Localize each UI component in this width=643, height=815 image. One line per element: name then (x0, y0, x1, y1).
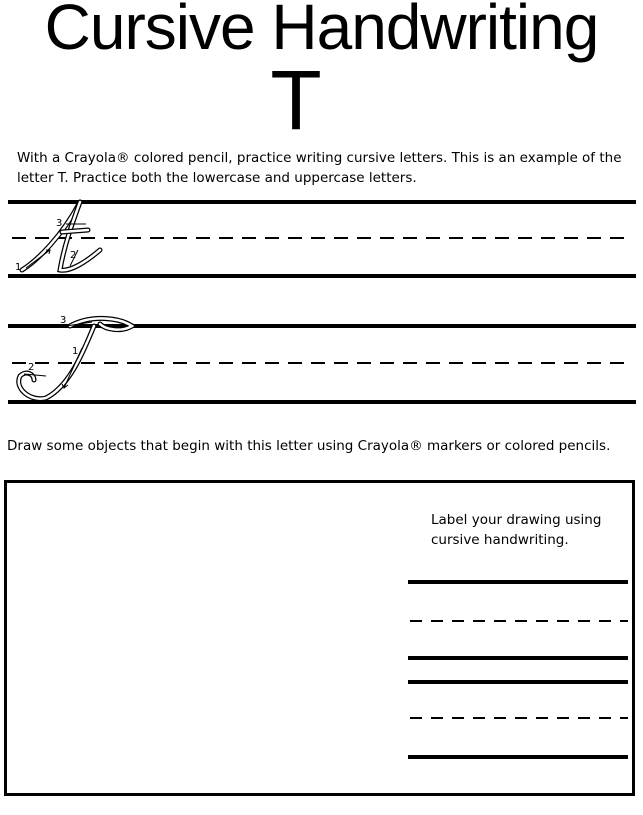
page-title: Cursive Handwriting (44, 0, 599, 63)
handwriting-practice-area (0, 190, 643, 415)
label-writing-lines[interactable] (406, 570, 632, 770)
cursive-uppercase-t-example (19, 318, 132, 398)
practice-instructions: With a Crayola® colored pencil, practice writing cursive letters. This is an example of the letter T. Practice both the lowercase and uppercase letters. (17, 150, 622, 186)
uppercase-practice-row (8, 315, 636, 402)
featured-letter: T (270, 53, 322, 147)
drawing-instructions: Draw some objects that begin with this letter using Crayola® markers or colored pencils. (7, 438, 611, 454)
stroke-number-1: 1 (15, 262, 22, 273)
cursive-lowercase-t-example (22, 202, 100, 270)
stroke-number-2: 2 (70, 250, 77, 261)
stroke-number-3: 3 (60, 315, 67, 326)
stroke-number-2: 2 (28, 362, 35, 373)
lowercase-practice-row (8, 202, 636, 276)
stroke-number-3: 3 (56, 218, 63, 229)
stroke-number-1: 1 (72, 346, 79, 357)
label-instructions: Label your drawing using cursive handwriting. (431, 512, 602, 548)
